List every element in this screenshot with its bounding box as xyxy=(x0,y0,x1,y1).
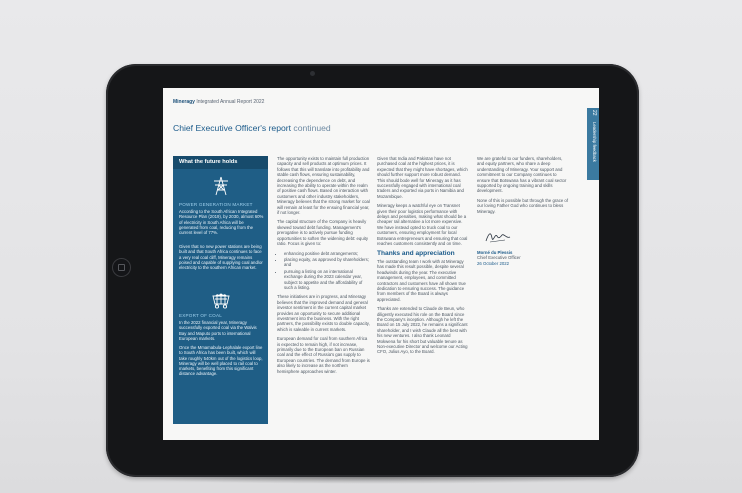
body-paragraph: The capital structure of the Company is heavily skewed toward debt funding. Management's prerogative is to actively pursue funding opportunities to soften the widening debt: equity ratio. Focus is given to: xyxy=(277,219,369,247)
body-paragraph: The opportunity exists to maintain full production capacity and sell products at optimum prices. It follows that this will translate into profitability and stable cash flows, ensuring sustainability, decreasing the dependence on debt, and increasing the ability to operate within the realm of positive cash flows. Based on interaction with customers and other industry stakeholders, Mineragy believes that the strong market for coal will remain at least for the ensuing financial year, if not longer. xyxy=(277,156,370,216)
power-pylon-icon xyxy=(211,176,231,196)
body-column-4 xyxy=(477,156,570,266)
signer-role: Chief Executive Officer xyxy=(477,255,521,261)
body-paragraph: These initiatives are in progress, and Mineragy believes that the improved demand and general investor sentiment in the current capital market provides an opportunity to secure additional investment into the business. With the right partners, the possibility exists to double capacity, which is saleable in current markets. xyxy=(277,294,370,332)
body-paragraph: Given that India and Pakistan have not purchased coal at the highest prices, it is expected that they might have shortages, which should further support more robust demand. This should bode well for Mineragy as it has successfully engaged with international coal traders and exported via ports in Namibia and Mozambique. xyxy=(377,156,468,199)
sidebar-paragraph: Once the Mmamabula-Lephalale export line to South Africa has been built, which will take roughly 540km out of the logistics loop, Mineragy will be well placed to rail coal to markets, benefiting from this significant distance advantage. xyxy=(179,345,263,377)
list-item: • enhancing positive debt arrangements; xyxy=(284,251,370,256)
list-item: • placing equity, as approved by shareholders; and xyxy=(284,257,370,268)
report-header xyxy=(173,99,264,105)
section-heading: Thanks and appreciation xyxy=(377,249,455,257)
sidebar-paragraph: According to the South African Integrated Resource Plan (2019), by 2030, almost 60% of electricity in South Africa will be generated from coal, reducing from the current level of 77%. xyxy=(179,209,264,236)
sidebar-paragraph: Given that no new power stations are being built and that South Africa continues to face a very real coal cliff, Mineragy remains poised and capable of supplying coal and/or electricity to the southern African market. xyxy=(179,244,263,271)
funding-focus-list xyxy=(277,251,370,291)
future-sidebar xyxy=(173,156,268,424)
home-button[interactable] xyxy=(112,258,131,277)
brand-name: Mineragy xyxy=(173,99,195,105)
body-paragraph: Mineragy keeps a watchful eye on Transnet given their poor logistics performance with delays and penalties, making what should be a cheaper rail alternative a lot more expensive. We have instead opted to truck coal to our customers, ensuring employment for local Botswana entrepreneurs and ensuring that coal reaches customers consistently and on time. xyxy=(377,203,468,247)
section-tab-label: Leadership feedback xyxy=(592,122,597,162)
coal-wagon-icon xyxy=(211,290,231,310)
sidebar-paragraph: In the 2022 financial year, Mineragy successfully exported coal via the Walvis Bay and Maputo ports to international European markets. xyxy=(179,320,257,341)
page-number: 22 xyxy=(591,110,597,116)
body-paragraph: Thanks are extended to Claude de Beun, who diligently executed his role on the Board since the Company's inception. Although he left the Board on 15 July 2022, he remains a significant shareholder, and I wish Claude all the best with his new ventures. I also thank Leonard Mokwena for his short but valuable tenure as Non-executive Director and welcome our Acting CFO, Julius Ayo, to the Board. xyxy=(377,306,468,355)
body-paragraph: European demand for coal from southern Africa is expected to remain high, if not increase, primarily due to the European ban on Russian coal and the effect of Russia's gas supply to European countries. The demand from Europe is also likely to increase as the northern hemisphere approaches winter. xyxy=(277,336,370,374)
sidebar-section-title: POWER GENERATION MARKET xyxy=(179,202,253,207)
sidebar-section-title: EXPORT OF COAL xyxy=(179,313,222,318)
page-title xyxy=(173,123,331,133)
tablet-screen xyxy=(163,88,599,440)
page-title-suffix: continued xyxy=(293,123,331,133)
report-subtitle: Integrated Annual Report 2022 xyxy=(196,99,265,105)
body-paragraph: The outstanding team I work with at Mineragy has made this result possible, despite several headwinds during the year. The executive management, employees, and committed contractors and customers have all shown true dedication to ensuring success. The guidance from members of the Board is always appreciated. xyxy=(377,258,466,302)
list-item: • pursuing a listing on an international exchange during the 2023 calendar year, subject to appetite and the affordability of such a listing. xyxy=(284,269,370,291)
body-paragraph: None of this is possible but through the grace of our loving Father God who continues to bless Mineragy. xyxy=(477,197,569,214)
page-title-main: Chief Executive Officer's report xyxy=(173,123,292,133)
sign-date: 26 October 2022 xyxy=(477,260,510,266)
signer-name: Morné du Plessis xyxy=(477,250,513,256)
body-column-3 xyxy=(377,156,470,359)
camera-icon xyxy=(310,71,315,76)
sidebar-heading: What the future holds xyxy=(173,156,268,169)
body-paragraph: We are grateful to our funders, shareholders, and equity partners, who share a deep understanding of Mineragy. Your support and commitment to our Company continues to ensure that Botswana has a vibrant coal sector supported by ongoing training and skills development. xyxy=(477,156,567,194)
signature-icon xyxy=(485,230,511,244)
body-column-2 xyxy=(277,156,370,378)
